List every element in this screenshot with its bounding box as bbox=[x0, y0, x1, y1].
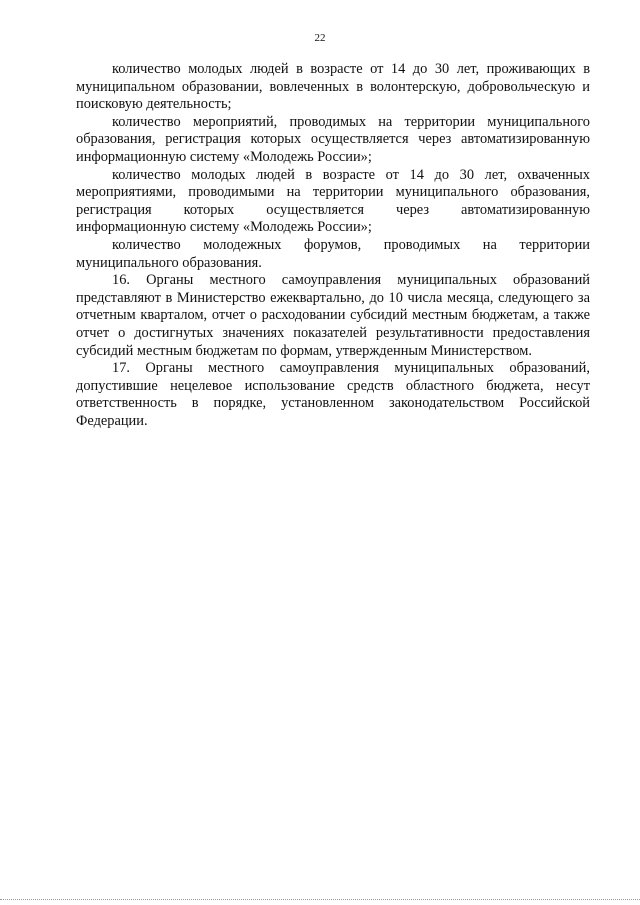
clause-17: 17. Органы местного самоуправления муниципальных образований, допустившие нецелевое использование средств областного бюджета, несут ответственность в порядке, установленном законодательством Российской Федерации. bbox=[76, 360, 590, 429]
document-body bbox=[76, 61, 590, 430]
page-bottom-divider bbox=[0, 899, 640, 900]
list-item-events-count: количество мероприятий, проводимых на территории муниципального образования, регистрация которых осуществляется через автоматизированную информационную систему «Молодежь России»; bbox=[76, 113, 590, 165]
list-item-youth-covered-count: количество молодых людей в возрасте от 14 до 30 лет, охваченных мероприятиями, проводимыми на территории муниципального образования, регистрация которых осуществляется через автоматизированную информационную систему «Молодежь России»; bbox=[76, 166, 590, 236]
page-number: 22 bbox=[314, 32, 326, 44]
list-item-volunteer-youth-count: количество молодых людей в возрасте от 14 до 30 лет, проживающих в муниципальном образовании, вовлеченных в волонтерскую, добровольческую и поисковую деятельность; bbox=[76, 61, 590, 113]
clause-16: 16. Органы местного самоуправления муниципальных образований представляют в Министерство ежеквартально, до 10 числа месяца, следующего за отчетным кварталом, отчет о расходовании субсидий местным бюджетам, а также отчет о достигнутых значениях показателей результативности предоставления субсидий местным бюджетам по формам, утвержденным Министерством. bbox=[76, 272, 590, 359]
list-item-forums-count: количество молодежных форумов, проводимых на территории муниципального образования. bbox=[76, 236, 590, 271]
